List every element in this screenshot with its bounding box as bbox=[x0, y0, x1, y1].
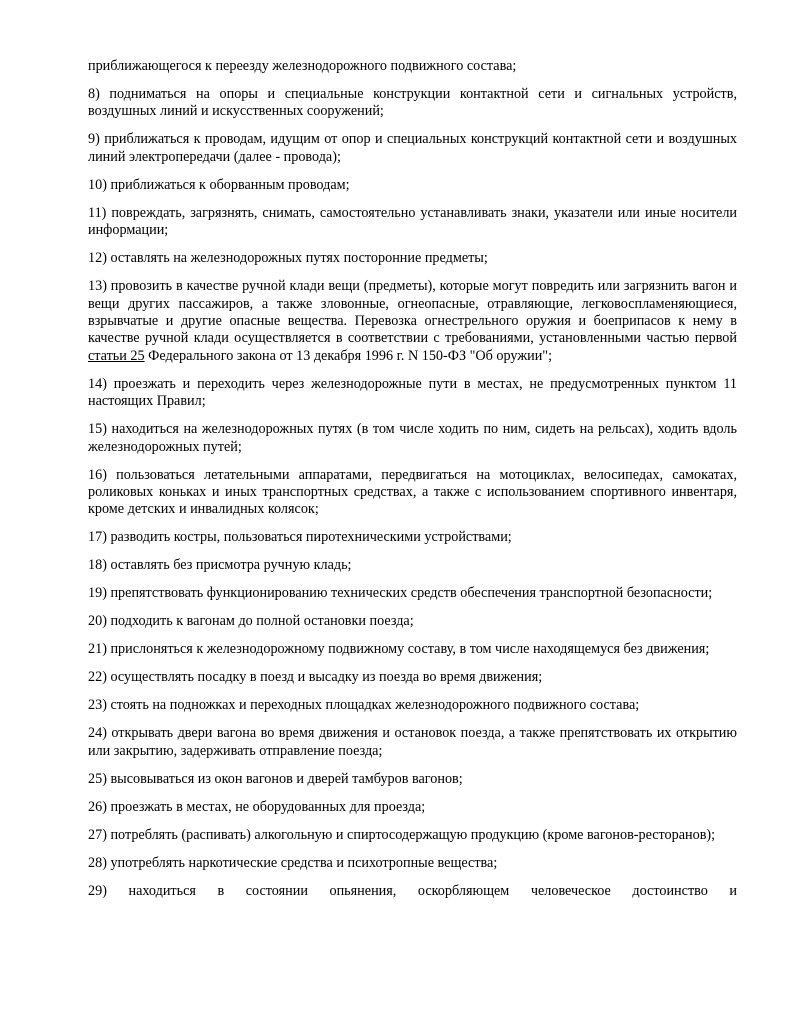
paragraph-item-29: 29) находиться в состоянии опьянения, оскорбляющем человеческое достоинство и bbox=[88, 882, 737, 899]
paragraph-item-18: 18) оставлять без присмотра ручную кладь; bbox=[88, 557, 352, 574]
paragraph-item-28: 28) употреблять наркотические средства и психотропные вещества; bbox=[88, 854, 498, 871]
paragraph-item-22: 22) осуществлять посадку в поезд и высадку из поезда во время движения; bbox=[88, 669, 543, 686]
paragraph-item-10: 10) приближаться к оборванным проводам; bbox=[88, 176, 350, 193]
paragraph-item-13 bbox=[88, 278, 737, 365]
paragraph-item-19: 19) препятствовать функционированию технических средств обеспечения транспортной безопасности; bbox=[88, 585, 713, 602]
paragraph-item-8: 8) подниматься на опоры и специальные конструкции контактной сети и сигнальных устройств, воздушных линий и искусственных сооружений; bbox=[88, 86, 737, 120]
paragraph-item-13-text-after: Федерального закона от 13 декабря 1996 г. N 150-ФЗ "Об оружии"; bbox=[144, 347, 553, 364]
paragraph-item-21: 21) прислоняться к железнодорожному подвижному составу, в том числе находящемуся без движения; bbox=[88, 641, 710, 658]
paragraph-item-25: 25) высовываться из окон вагонов и дверей тамбуров вагонов; bbox=[88, 770, 463, 787]
paragraph-continuation: приближающегося к переезду железнодорожного подвижного состава; bbox=[88, 58, 517, 74]
paragraph-item-13-text-before: 13) провозить в качестве ручной клади вещи (предметы), которые могут повредить или загрязнить вагон и вещи других пассажиров, а также зловонные, огнеопасные, отравляющие, легковоспламеняющиеся, взрывчатые и другие опасные вещества. Перевозка огнестрельного оружия и боеприпасов к нему в качестве ручной клади осуществляется в соответствии с требованиями, установленными частью первой bbox=[88, 278, 737, 347]
paragraph-item-16: 16) пользоваться летательными аппаратами, передвигаться на мотоциклах, велосипедах, самокатах, роликовых коньках и иных транспортных средствах, а также с использованием спортивного инвентаря, кроме детских и инвалидных колясок; bbox=[88, 466, 737, 518]
paragraph-item-23: 23) стоять на подножках и переходных площадках железнодорожного подвижного состава; bbox=[88, 697, 640, 714]
paragraph-item-9: 9) приближаться к проводам, идущим от опор и специальных конструкций контактной сети и воздушных линий электропередачи (далее - провода); bbox=[88, 131, 737, 165]
paragraph-item-17: 17) разводить костры, пользоваться пиротехническими устройствами; bbox=[88, 529, 512, 546]
paragraph-item-26: 26) проезжать в местах, не оборудованных для проезда; bbox=[88, 798, 426, 815]
paragraph-item-14: 14) проезжать и переходить через железнодорожные пути в местах, не предусмотренных пунктом 11 настоящих Правил; bbox=[88, 375, 737, 410]
paragraph-item-12: 12) оставлять на железнодорожных путях посторонние предметы; bbox=[88, 250, 488, 267]
paragraph-item-24: 24) открывать двери вагона во время движения и остановок поезда, а также препятствовать их открытию или закрытию, задерживать отправление поезда; bbox=[88, 725, 737, 759]
paragraph-item-15: 15) находиться на железнодорожных путях (в том числе ходить по ним, сидеть на рельсах), ходить вдоль железнодорожных путей; bbox=[88, 421, 737, 455]
document-page bbox=[88, 58, 737, 911]
paragraph-item-11: 11) повреждать, загрязнять, снимать, самостоятельно устанавливать знаки, указатели или иные носители информации; bbox=[88, 204, 737, 239]
paragraph-item-27: 27) потреблять (распивать) алкогольную и спиртосодержащую продукцию (кроме вагонов-ресторанов); bbox=[88, 826, 716, 843]
paragraph-item-20: 20) подходить к вагонам до полной остановки поезда; bbox=[88, 613, 414, 630]
statute-article-link[interactable]: статьи 25 bbox=[88, 347, 145, 364]
